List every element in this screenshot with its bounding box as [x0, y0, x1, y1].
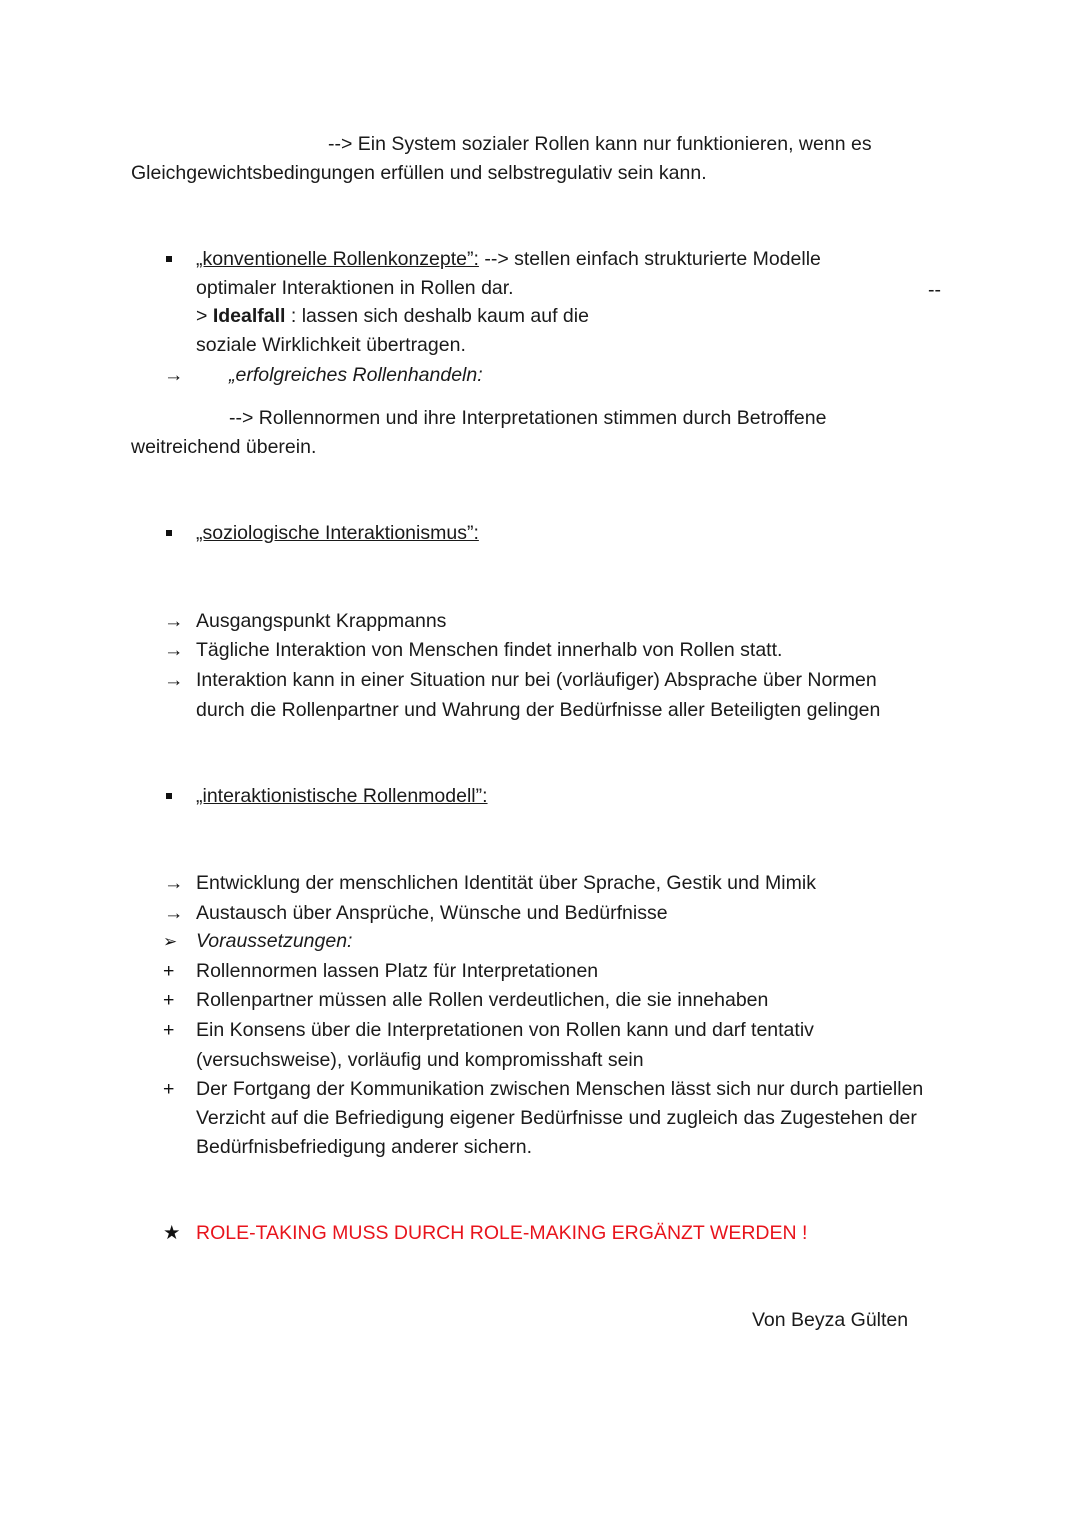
soziologisch-item-3-cont: durch die Rollenpartner und Wahrung der Bedürfnisse aller Beteiligten gelingen — [196, 699, 881, 721]
voraussetzung-1: Rollennormen lassen Platz für Interpretationen — [196, 960, 599, 982]
voraussetzung-4-line-2: Verzicht auf die Befriedigung eigener Bedürfnisse und zugleich das Zugestehen der — [196, 1107, 917, 1129]
konventionell-line-1 — [196, 245, 821, 274]
konventionell-line-3 — [196, 302, 589, 331]
arrow-right-icon: → — [164, 902, 184, 924]
voraussetzung-2: Rollenpartner müssen alle Rollen verdeutlichen, die sie innehaben — [196, 989, 769, 1011]
intro-line-1: --> Ein System sozialer Rollen kann nur funktionieren, wenn es — [328, 133, 872, 155]
author-signature: Von Beyza Gülten — [752, 1309, 909, 1331]
conclusion-text: ROLE-TAKING MUSS DURCH ROLE-MAKING ERGÄNZT WERDEN ! — [196, 1222, 808, 1244]
soziologisch-heading: „soziologische Interaktionismus”: — [196, 522, 479, 544]
erfolg-line-2: weitreichend überein. — [131, 436, 317, 458]
right-dash: -- — [928, 279, 941, 301]
interaktionistisch-heading: „interaktionistische Rollenmodell”: — [196, 785, 488, 807]
arrow-right-icon: → — [164, 669, 184, 691]
konventionell-line-2: optimaler Interaktionen in Rollen dar. — [196, 277, 514, 299]
plus-icon: + — [163, 989, 175, 1011]
konventionell-line-4: soziale Wirklichkeit übertragen. — [196, 334, 466, 356]
voraussetzung-4-line-1: Der Fortgang der Kommunikation zwischen Menschen lässt sich nur durch partiellen — [196, 1078, 924, 1100]
idealfall-label: Idealfall — [212, 305, 286, 327]
erfolg-line-1: --> Rollennormen und ihre Interpretationen stimmen durch Betroffene — [229, 407, 827, 429]
plus-icon: + — [163, 1019, 175, 1041]
konventionell-heading: „konventionelle Rollenkonzepte”: — [196, 248, 479, 270]
interaktionistisch-item-2: Austausch über Ansprüche, Wünsche und Bedürfnisse — [196, 902, 668, 924]
voraussetzungen-label: Voraussetzungen: — [196, 930, 353, 952]
voraussetzung-4-line-3: Bedürfnisbefriedigung anderer sichern. — [196, 1136, 533, 1158]
arrow-right-icon: → — [164, 364, 184, 386]
plus-icon: + — [163, 1078, 175, 1100]
chevron-arrow-icon: ➢ — [163, 932, 178, 951]
interaktionistisch-item-1: Entwicklung der menschlichen Identität über Sprache, Gestik und Mimik — [196, 872, 816, 894]
voraussetzung-3-line-1: Ein Konsens über die Interpretationen von Rollen kann und darf tentativ — [196, 1019, 814, 1041]
idealfall-text: : lassen sich deshalb kaum auf die — [285, 305, 589, 327]
konventionell-line-1-rest: --> stellen einfach strukturierte Modelle — [484, 248, 821, 270]
soziologisch-item-1: Ausgangspunkt Krappmanns — [196, 610, 447, 632]
erfolgreiches-rollenhandeln: „erfolgreiches Rollenhandeln: — [229, 364, 483, 386]
bullet-square-icon — [166, 530, 172, 536]
soziologisch-item-3: Interaktion kann in einer Situation nur bei (vorläufiger) Absprache über Normen — [196, 669, 877, 691]
idealfall-prefix: > — [196, 305, 213, 327]
arrow-right-icon: → — [164, 610, 184, 632]
intro-line-2: Gleichgewichtsbedingungen erfüllen und selbstregulativ sein kann. — [131, 162, 707, 184]
bullet-square-icon — [166, 256, 172, 262]
voraussetzung-3-line-2: (versuchsweise), vorläufig und kompromisshaft sein — [196, 1049, 644, 1071]
arrow-right-icon: → — [164, 872, 184, 894]
plus-icon: + — [163, 960, 175, 982]
star-icon: ★ — [163, 1222, 181, 1244]
soziologisch-item-2: Tägliche Interaktion von Menschen findet innerhalb von Rollen statt. — [196, 639, 783, 661]
arrow-right-icon: → — [164, 639, 184, 661]
bullet-square-icon — [166, 793, 172, 799]
